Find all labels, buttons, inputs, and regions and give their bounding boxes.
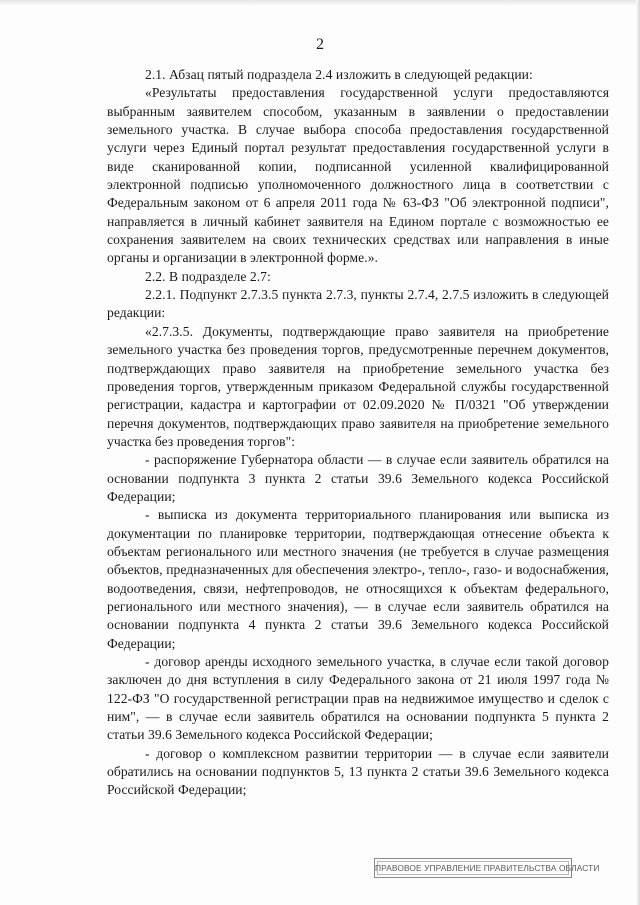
scan-edge-top <box>0 0 640 6</box>
list-item-development-agreement: - договор о комплексном развитии территории — в случае если заявители обратились на основании подпунктов 5, 13 пункта 2 статьи 39.6 Земельного кодекса Российской Федерации; <box>107 745 609 798</box>
list-item-governor-order: - распоряжение Губернатора области — в случае если заявитель обратился на основании подпункта 3 пункта 2 статьи 39.6 Земельного кодекса Российской Федерации; <box>107 452 609 504</box>
scan-edge-right <box>636 0 640 905</box>
paragraph-2-2-1: 2.2.1. Подпункт 2.7.3.5 пункта 2.7.3, пункты 2.7.4, 2.7.5 изложить в следующей редакции: <box>107 287 609 321</box>
page-number: 2 <box>316 36 324 53</box>
legal-department-stamp: ПРАВОВОЕ УПРАВЛЕНИЕ ПРАВИТЕЛЬСТВА ОБЛАСТИ <box>374 858 572 878</box>
list-item-planning-extract: - выписка из документа территориального планирования или выписка из документации по планировке территории, подтверждающая отнесение объекта к объектам регионального или местного значения (не требуется в случае размещения объектов, предназначенных для обеспечения электро-, тепло-, газо- и водоснабжения, водоотведения, связи, нефтепроводов, не относящихся к объектам федерального, регионального или местного значения), — в случае если заявитель обратился на основании подпункта 4 пункта 2 статьи 39.6 Земельного кодекса Российской Федерации; <box>107 507 609 651</box>
document-body <box>107 66 609 800</box>
paragraph-2-1: 2.1. Абзац пятый подраздела 2.4 изложить в следующей редакции: <box>145 67 533 82</box>
paragraph-2-7-3-5: «2.7.3.5. Документы, подтверждающие право заявителя на приобретение земельного участка без проведения торгов, предусмотренные перечнем документов, подтверждающих право заявителя на приобретение земельного участка без проведения торгов, утвержденным приказом Федеральной службы государственной регистрации, кадастра и картографии от 02.09.2020 № П/0321 "Об утверждении перечня документов, подтверждающих право заявителя на приобретение земельного участка без проведения торгов": <box>107 323 609 449</box>
paragraph-results-quote: «Результаты предоставления государственной услуги предоставляются выбранным заявителем способом, указанным в заявлении о предоставлении земельного участка. В случае выбора способа предоставления государственной услуги через Единый портал результат предоставления государственной услуги в виде сканированной копии, подписанной усиленной квалифицированной электронной подписью уполномоченного должностного лица в соответствии с Федеральным законом от 6 апреля 2011 года № 63-ФЗ "Об электронной подписи", направляется в личный кабинет заявителя на Едином портале с возможностью ее сохранения заявителем на своих технических средствах или направления в иные органы и организации в электронной форме.». <box>107 85 609 266</box>
list-item-lease-agreement: - договор аренды исходного земельного участка, в случае если такой договор заключен до дня вступления в силу Федерального закона от 21 июля 1997 года № 122-ФЗ "О государственной регистрации прав на недвижимое имущество и сделок с ним", — в случае если заявитель обратился на основании подпункта 5 пункта 2 статьи 39.6 Земельного кодекса Российской Федерации; <box>107 654 609 743</box>
paragraph-2-2: 2.2. В подразделе 2.7: <box>145 268 271 284</box>
